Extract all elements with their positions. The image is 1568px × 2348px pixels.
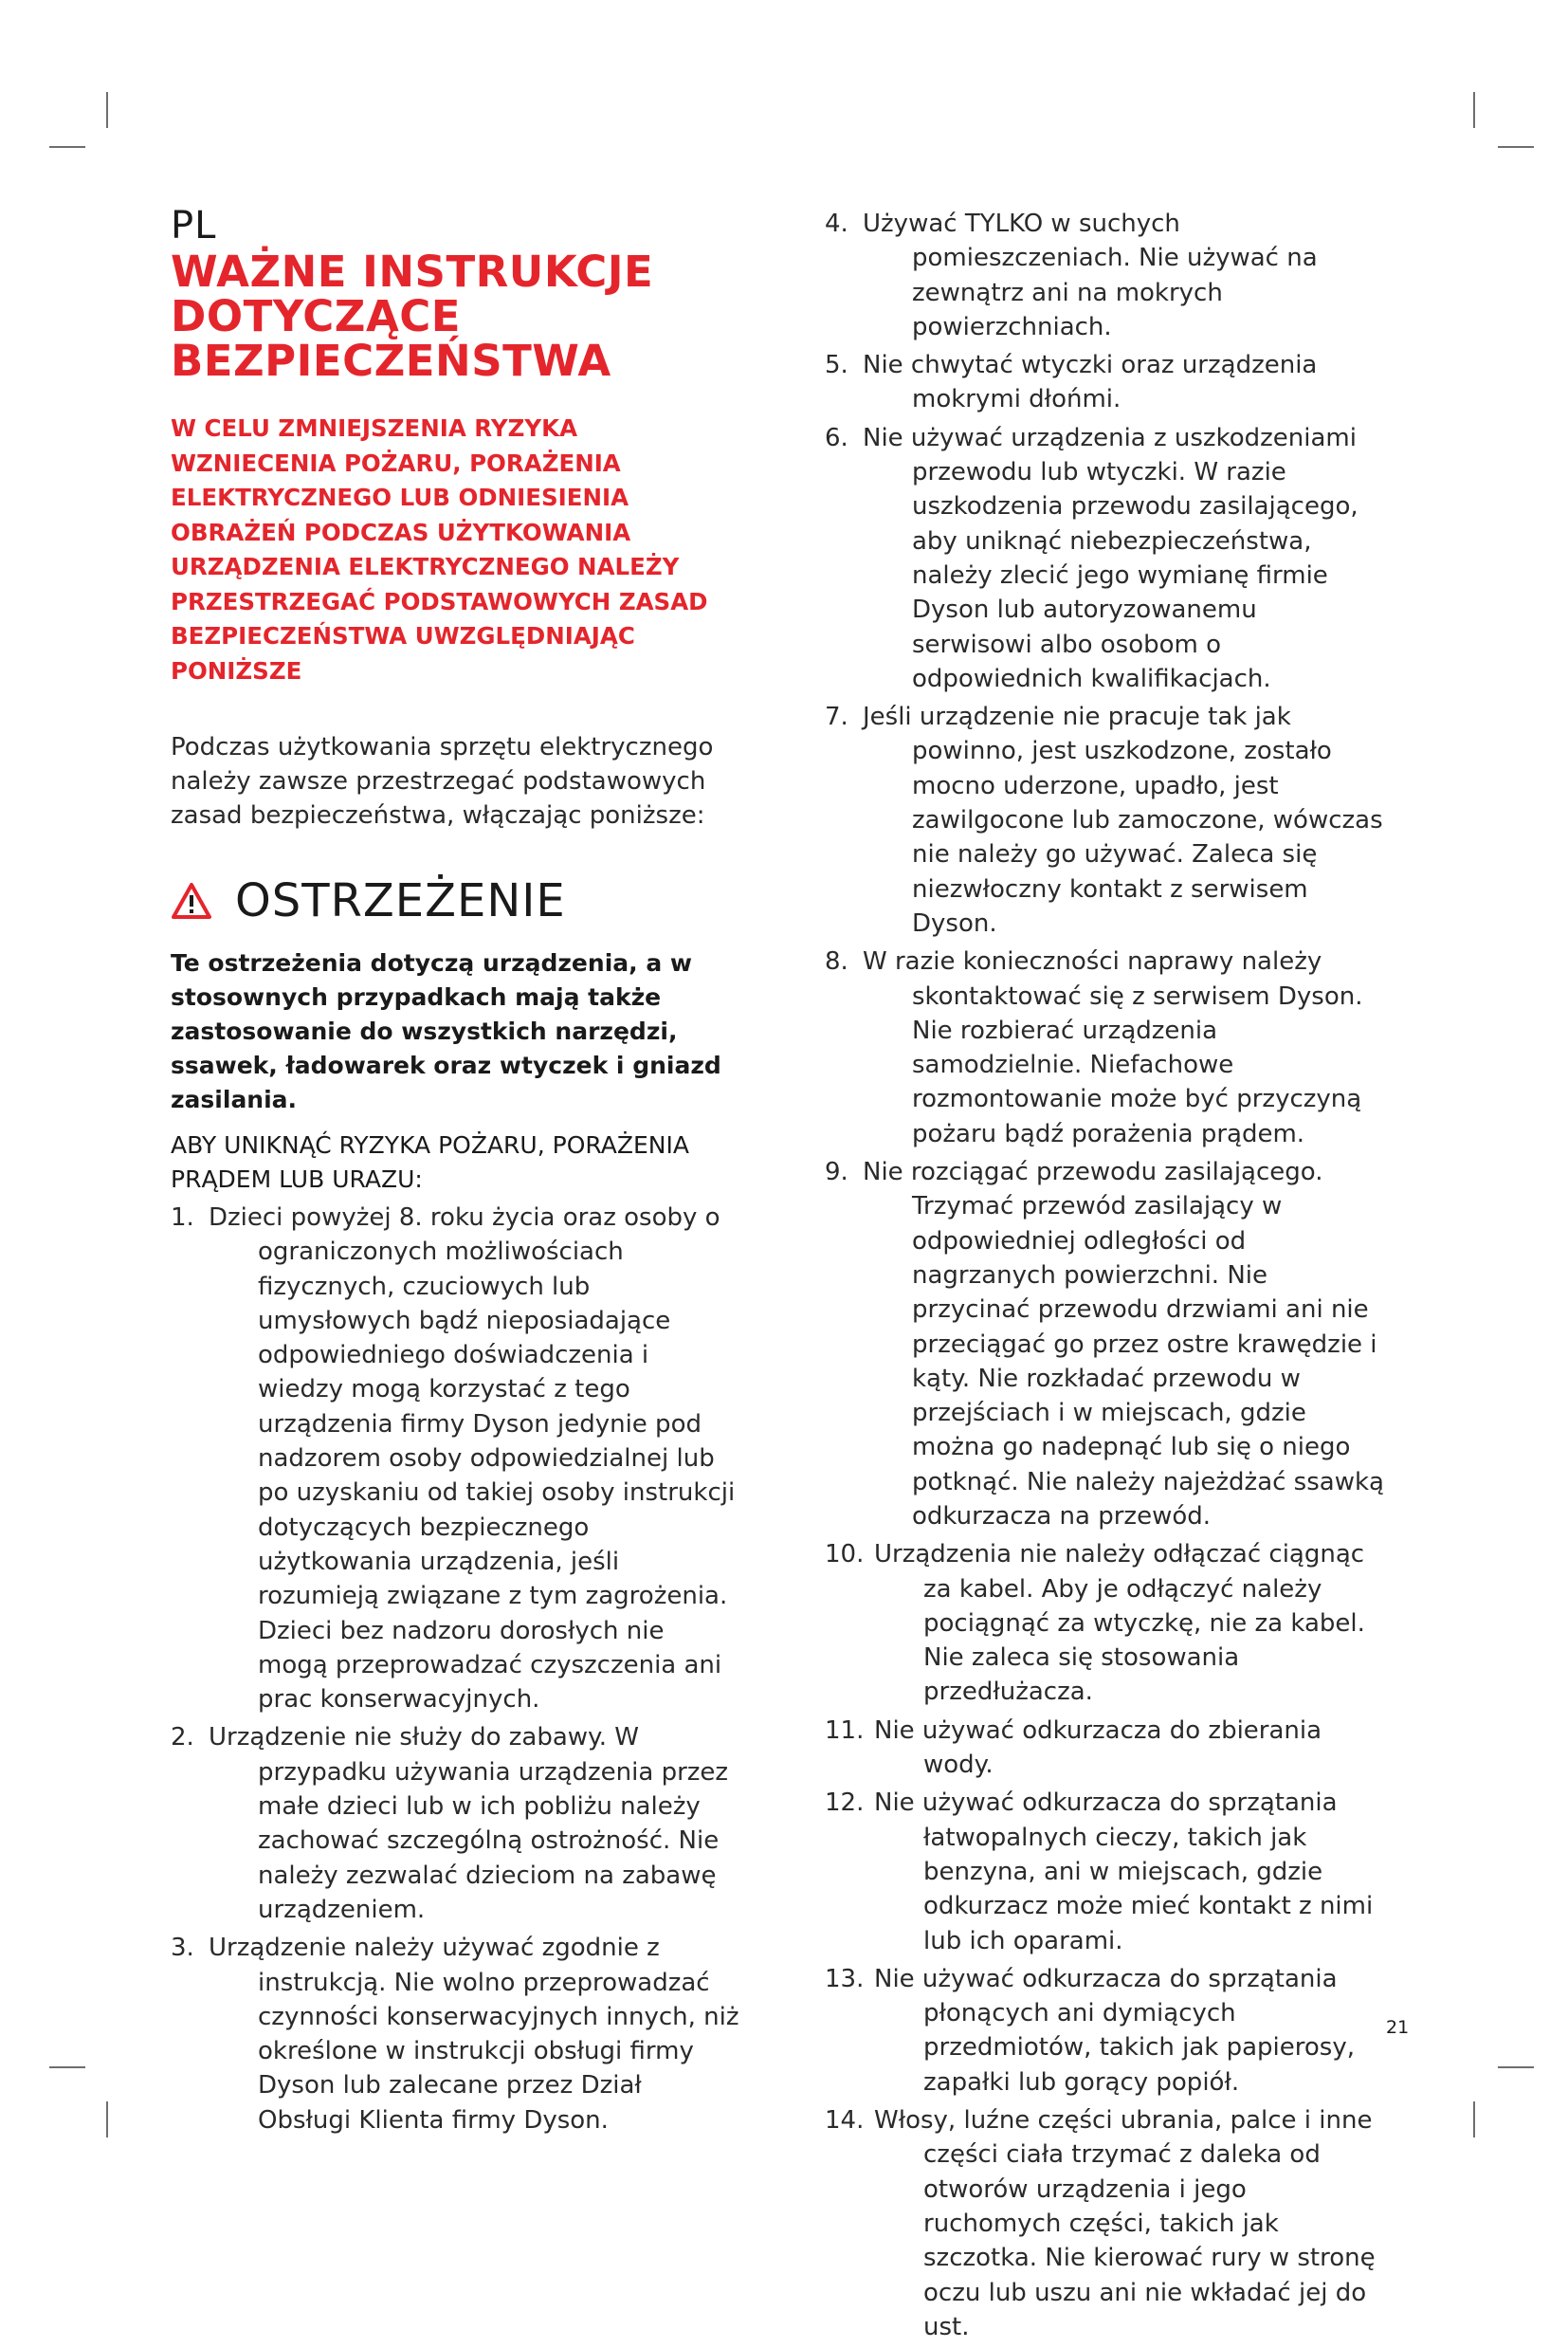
- language-code: PL: [171, 204, 217, 248]
- item-text: Nie używać urządzenia z uszkodzeniami przewodu lub wtyczki. W razie uszkodzenia przewodu zasilającego, aby uniknąć niebezpieczeństwa, należy zlecić jego wymianę firmie Dyson lub autoryzowanemu serwisowi albo osobom o odpowiednich kwalifikacjach.: [863, 423, 1358, 693]
- list-item: [825, 700, 1384, 941]
- list-item: [825, 1714, 1384, 1783]
- item-text: Jeśli urządzenie nie pracuje tak jak powinno, jest uszkodzone, zostało mocno uderzone, upadło, jest zawilgocone lub zamoczone, wówczas nie należy go używać. Zaleca się niezwłoczny kontakt z serwisem Dyson.: [863, 703, 1383, 938]
- list-item: [825, 348, 1384, 417]
- crop-mark: [1498, 146, 1534, 148]
- list-item: [825, 1962, 1384, 2100]
- list-item: [825, 945, 1384, 1151]
- page-number: 21: [1386, 2017, 1410, 2038]
- list-item: [171, 1931, 739, 2137]
- item-number: 5.: [825, 351, 848, 380]
- instruction-list-right: [825, 207, 1384, 2344]
- item-number: 14.: [825, 2106, 865, 2136]
- warning-triangle-icon: [171, 882, 212, 920]
- item-number: 13.: [825, 1964, 865, 1993]
- item-number: 10.: [825, 1540, 865, 1569]
- item-number: 4.: [825, 210, 848, 238]
- item-text: Nie używać odkurzacza do sprzątania płonących ani dymiących przedmiotów, takich jak papierosy, zapałki lub gorący popiół.: [874, 1964, 1355, 2097]
- item-text: Dzieci powyżej 8. roku życia oraz osoby o ograniczonych możliwościach fizycznych, czuciowych lub umysłowych bądź nieposiadające odpowiedniego doświadczenia i wiedzy mogą korzystać z tego urządzenia firmy Dyson jedynie pod nadzorem osoby odpowiedzialnej lub po uzyskaniu od takiej osoby instrukcji dotyczących bezpiecznego użytkowania urządzenia, jeśli rozumieją związane z tym zagrożenia. Dzieci bez nadzoru dorosłych nie mogą przeprowadzać czyszczenia ani prac konserwacyjnych.: [209, 1203, 736, 1715]
- item-text: Nie używać odkurzacza do zbierania wody.: [874, 1715, 1322, 1780]
- list-item: [171, 1201, 739, 1716]
- item-number: 6.: [825, 423, 848, 452]
- item-text: Urządzenie należy używać zgodnie z instrukcją. Nie wolno przeprowadzać czynności konserwacyjnych innych, niż określone w instrukcji obsługi firmy Dyson lub zalecane przez Dział Obsługi Klienta firmy Dyson.: [209, 1934, 739, 2135]
- crop-mark: [1473, 92, 1475, 128]
- crop-mark: [106, 2101, 108, 2137]
- warning-body: Te ostrzeżenia dotyczą urządzenia, a w stosownych przypadkach mają także zastosowanie do wszystkich narzędzi, ssawek, ładowarek oraz wtyczek i gniazd zasilania.: [171, 949, 721, 1113]
- list-item: [825, 2103, 1384, 2344]
- item-text: W razie konieczności naprawy należy skontaktować się z serwisem Dyson. Nie rozbierać urządzenia samodzielnie. Niefachowe rozmontowanie może być przyczyną pożaru bądź porażenia prądem.: [863, 947, 1363, 1148]
- item-number: 2.: [171, 1723, 194, 1752]
- item-number: 9.: [825, 1158, 848, 1187]
- item-number: 1.: [171, 1203, 194, 1232]
- item-text: Nie używać odkurzacza do sprzątania łatwopalnych cieczy, takich jak benzyna, ani w miejscach, gdzie odkurzacz może mieć kontakt z nimi lub ich oparami.: [874, 1789, 1374, 1955]
- item-text: Włosy, luźne części ubrania, palce i inne części ciała trzymać z daleka od otworów urządzenia i jego ruchomych części, takich jak szczotka. Nie kierować rury w stronę oczu lub uszu ani nie wkładać jej do ust.: [874, 2106, 1376, 2341]
- list-item: [171, 1720, 739, 1927]
- warning-header: [171, 876, 739, 926]
- right-column: [825, 207, 1384, 2348]
- safety-subtitle: W CELU ZMNIEJSZENIA RYZYKA WZNIECENIA POŻARU, PORAŻENIA ELEKTRYCZNEGO LUB ODNIESIENIA OBRAŻEŃ PODCZAS UŻYTKOWANIA URZĄDZENIA ELEKTRYCZNEGO NALEŻY PRZESTRZEGAĆ PODSTAWOWYCH ZASAD BEZPIECZEŃSTWA UWZGLĘDNIAJĄC PONIŻSZE: [171, 414, 708, 685]
- warning-heading: OSTRZEŻENIE: [235, 874, 566, 927]
- item-number: 7.: [825, 703, 848, 732]
- instruction-list-left: [171, 1201, 739, 2137]
- item-number: 8.: [825, 947, 848, 977]
- item-number: 11.: [825, 1715, 865, 1745]
- list-item: [825, 1537, 1384, 1709]
- list-item: [825, 207, 1384, 344]
- item-number: 12.: [825, 1789, 865, 1818]
- crop-mark: [49, 146, 85, 148]
- intro-paragraph: Podczas użytkowania sprzętu elektrycznego należy zawsze przestrzegać podstawowych zasad bezpieczeństwa, włączając poniższe:: [171, 733, 714, 830]
- list-item: [825, 421, 1384, 696]
- avoid-risk-heading: ABY UNIKNĄĆ RYZYKA POŻARU, PORAŻENIA PRĄDEM LUB URAZU:: [171, 1131, 689, 1193]
- item-text: Nie rozciągać przewodu zasilającego. Trzymać przewód zasilający w odpowiedniej odległości od nagrzanych powierzchni. Nie przycinać przewodu drzwiami ani nie przeciągać go przez ostre krawędzie i kąty. Nie rozkładać przewodu w przejściach i w miejscach, gdzie można go nadepnąć lub się o niego potknąć. Nie należy najeżdżać ssawką odkurzacza na przewód.: [863, 1158, 1384, 1531]
- page-title: WAŻNE INSTRUKCJE DOTYCZĄCE BEZPIECZEŃSTWA: [171, 247, 654, 386]
- item-text: Urządzenie nie służy do zabawy. W przypadku używania urządzenia przez małe dzieci lub w ich pobliżu należy zachować szczególną ostrożność. Nie należy zezwalać dzieciom na zabawę urządzeniem.: [209, 1723, 729, 1924]
- crop-mark: [106, 92, 108, 128]
- crop-mark: [49, 2066, 85, 2068]
- list-item: [825, 1786, 1384, 1957]
- item-number: 3.: [171, 1934, 194, 1963]
- list-item: [825, 1155, 1384, 1533]
- crop-mark: [1473, 2101, 1475, 2137]
- item-text: Używać TYLKO w suchych pomieszczeniach. Nie używać na zewnątrz ani na mokrych powierzchniach.: [863, 210, 1318, 341]
- crop-mark: [1498, 2066, 1534, 2068]
- left-column: [171, 204, 739, 2141]
- item-text: Urządzenia nie należy odłączać ciągnąc za kabel. Aby je odłączyć należy pociągnąć za wtyczkę, nie za kabel. Nie zaleca się stosowania przedłużacza.: [874, 1540, 1365, 1707]
- item-text: Nie chwytać wtyczki oraz urządzenia mokrymi dłońmi.: [863, 351, 1318, 414]
